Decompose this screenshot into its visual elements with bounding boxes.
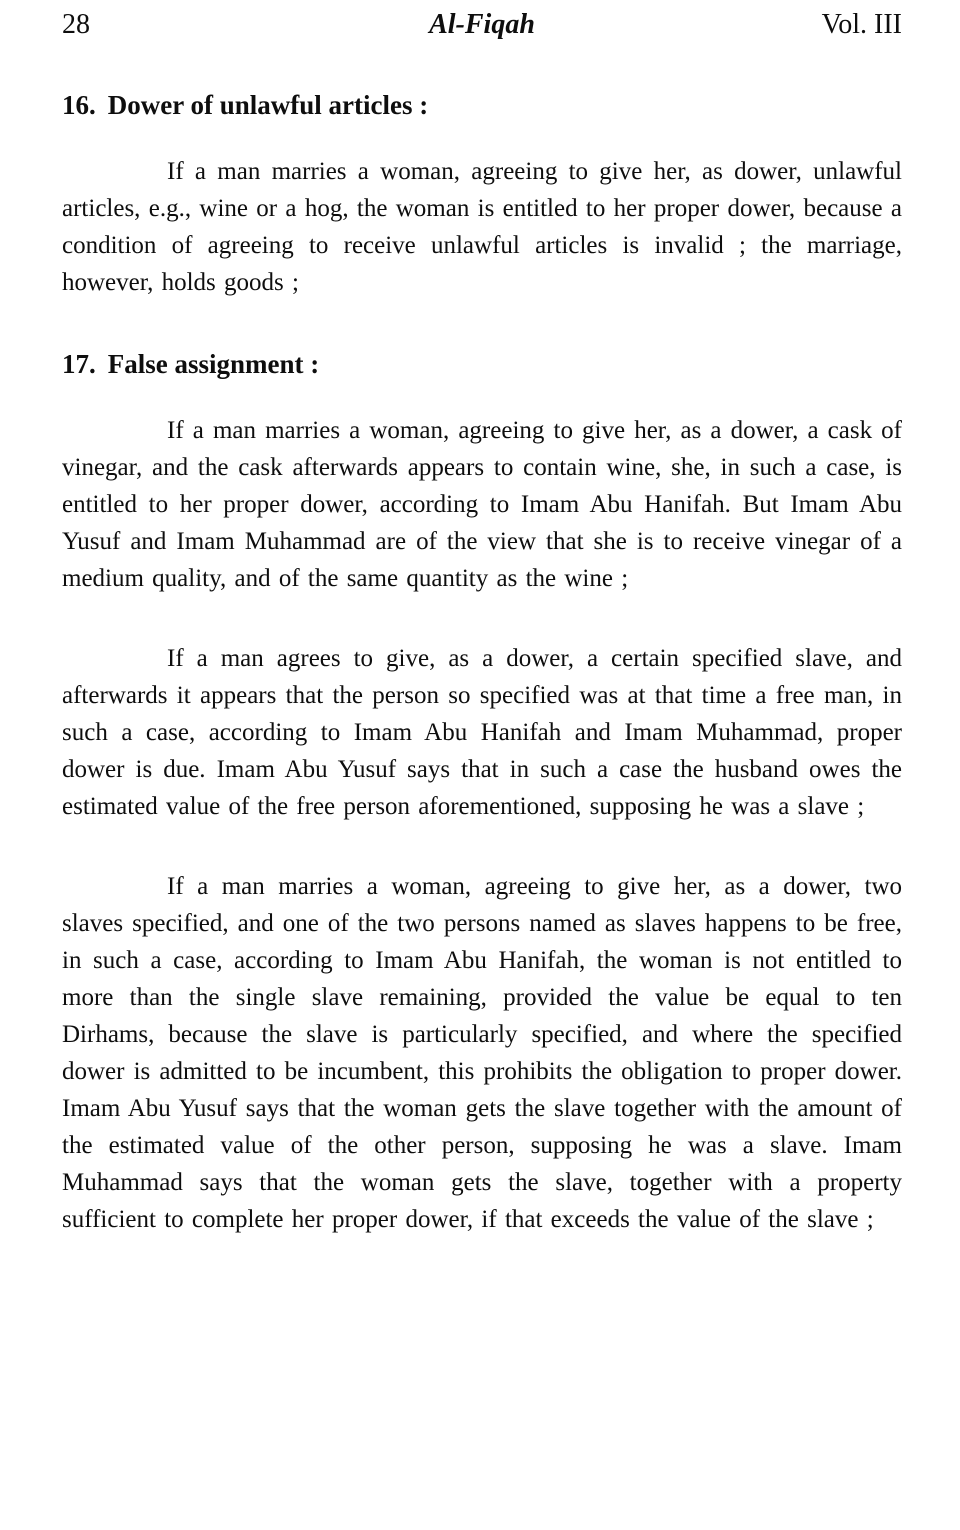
page-header (62, 8, 902, 42)
paragraph-16-1: If a man marries a woman, agreeing to give her, as dower, unlawful articles, e.g., wine or a hog, the woman is entitled to her proper dower, because a condition of agreeing to receive unlawful articles is invalid ; the marriage, however, holds goods ; (62, 157, 902, 296)
book-title: Al-Fiqah (429, 9, 535, 40)
paragraph-17-3: If a man marries a woman, agreeing to give her, as a dower, two slaves specified, and one of the two persons named as slaves happens to be free, in such a case, according to Imam Abu Hanifah, the woman is not entitled to more than the single slave remaining, provided the value be equal to ten Dirhams, because the slave is particularly specified, and where the specified dower is admitted to be incumbent, this prohibits the obligation to proper dower. Imam Abu Yusuf says that the woman gets the slave together with the amount of the estimated value of the other person, supposing he was a slave. Imam Muhammad says that the woman gets the slave, together with a property sufficient to complete her proper dower, if that exceeds the value of the slave ; (62, 873, 902, 1234)
section-heading-16 (62, 89, 902, 121)
paragraph-17-1: If a man marries a woman, agreeing to give her, as a dower, a cask of vinegar, and the cask afterwards appears to contain wine, she, in such a case, is entitled to her proper dower, according to Imam Abu Hanifah. But Imam Abu Yusuf and Imam Muhammad are of the view that she is to receive vinegar of a medium quality, and of the same quantity as the wine ; (62, 417, 902, 593)
volume-label: Vol. III (821, 9, 902, 40)
section-title: Dower of unlawful articles : (107, 89, 429, 120)
paragraph-17-2: If a man agrees to give, as a dower, a certain specified slave, and afterwards it appears that the person so specified was at that time a free man, in such a case, according to Imam Abu Hanifah and Imam Muhammad, proper dower is due. Imam Abu Yusuf says that in such a case the husband owes the estimated value of the free person aforementioned, supposing he was a slave ; (62, 645, 902, 821)
section-number: 17. (62, 348, 96, 379)
section-heading-17 (62, 348, 902, 380)
section-title: False assignment : (107, 348, 320, 379)
section-number: 16. (62, 89, 96, 120)
page-number: 28 (62, 9, 90, 40)
